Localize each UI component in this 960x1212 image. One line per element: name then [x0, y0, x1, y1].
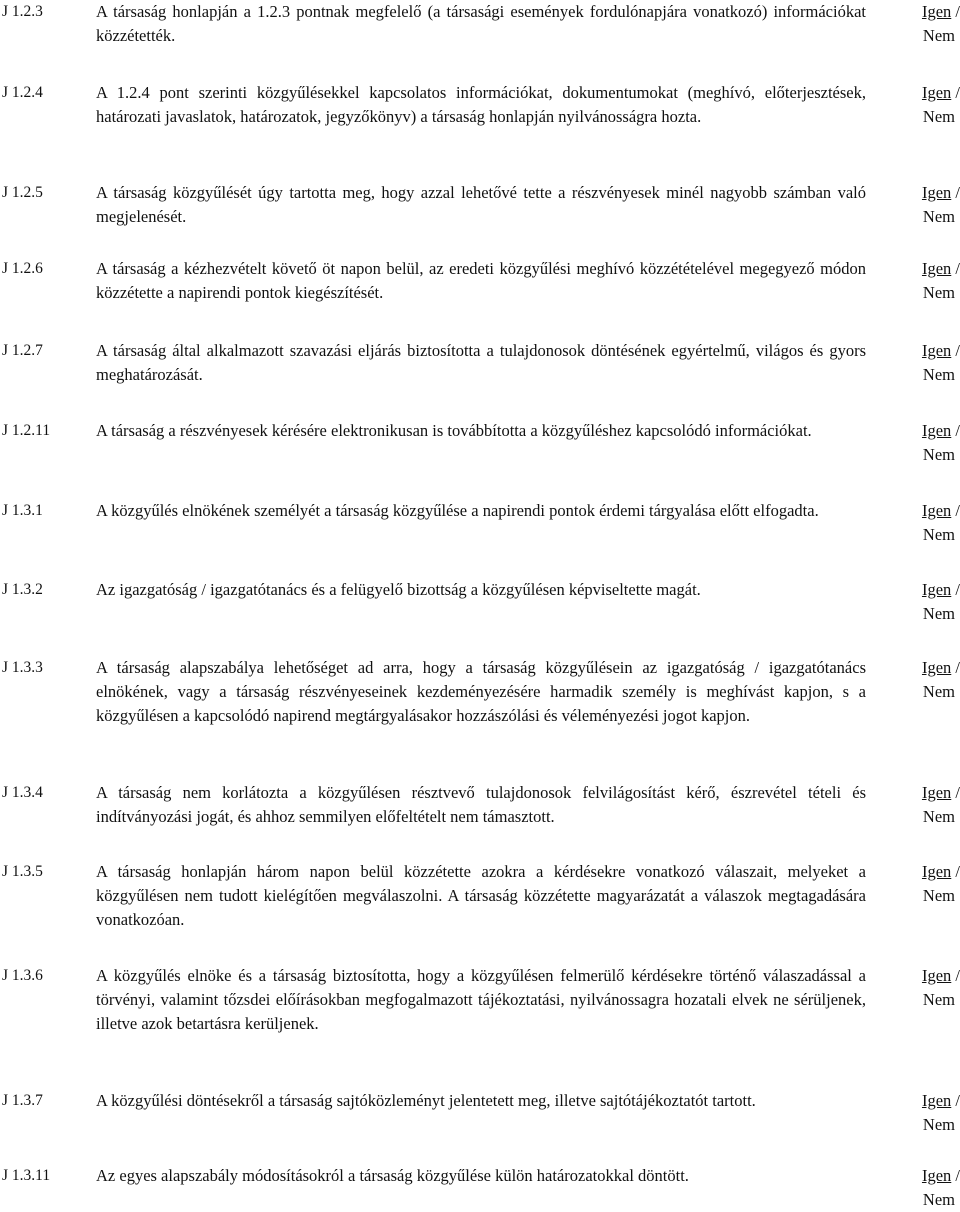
igen-option[interactable]: Igen — [921, 658, 952, 677]
item-text: A közgyűlés elnöke és a társaság biztosította, hogy a közgyűlésen felmerülő kérdésekre történő válaszadással a törvényi, valamint tőzsdei előírásokban megfogalmazott tájékoztatási, nyilvánossagra hozatali elvek ne sérüljenek, illetve azok betartásra kerüljenek. — [96, 966, 866, 1033]
item-text: A társaság a részvényesek kérésére elektronikusan is továbbította a közgyűléshez kapcsolódó információkat. — [96, 421, 812, 440]
answer-separator: / — [951, 421, 960, 440]
nem-option[interactable]: Nem — [922, 283, 955, 302]
answer-choice — [896, 964, 960, 1012]
igen-option[interactable]: Igen — [921, 1166, 952, 1185]
nem-option[interactable]: Nem — [922, 525, 955, 544]
answer-choice — [896, 81, 960, 129]
answer-separator: / — [951, 83, 960, 102]
item-code: J 1.3.7 — [2, 1092, 43, 1109]
item-text: A társaság által alkalmazott szavazási eljárás biztosította a tulajdonosok döntésének egyértelmű, világos és gyors meghatározását. — [96, 341, 866, 384]
igen-option[interactable]: Igen — [921, 183, 952, 202]
item-code: J 1.3.2 — [2, 581, 43, 598]
answer-choice — [896, 499, 960, 547]
igen-option[interactable]: Igen — [921, 966, 952, 985]
igen-option[interactable]: Igen — [921, 2, 952, 21]
answer-separator: / — [951, 183, 960, 202]
nem-option[interactable]: Nem — [922, 1115, 955, 1134]
item-code: J 1.2.5 — [2, 184, 43, 201]
item-text: A társaság a kézhezvételt követő öt napon belül, az eredeti közgyűlési meghívó közzétételével megegyező módon közzétette a napirendi pontok kiegészítését. — [96, 259, 866, 302]
item-text: Az egyes alapszabály módosításokról a társaság közgyűlése külön határozatokkal döntött. — [96, 1166, 689, 1185]
nem-option[interactable]: Nem — [922, 604, 955, 623]
igen-option[interactable]: Igen — [921, 259, 952, 278]
answer-separator: / — [951, 2, 960, 21]
answer-choice — [896, 860, 960, 908]
answer-choice — [896, 257, 960, 305]
answer-separator: / — [951, 341, 960, 360]
item-text: A társaság honlapján három napon belül közzétette azokra a kérdésekre vonatkozó válaszait, melyeket a közgyűlésen nem tudott kielégítően megválaszolni. A társaság közzétette magyarázatát a válaszok megtagadására vonatkozóan. — [96, 862, 866, 929]
answer-separator: / — [951, 259, 960, 278]
answer-choice — [896, 1089, 960, 1137]
answer-choice — [896, 419, 960, 467]
nem-option[interactable]: Nem — [922, 990, 955, 1009]
item-text: A társaság honlapján a 1.2.3 pontnak megfelelő (a társasági események fordulónapjára vonatkozó) információkat közzétették. — [96, 2, 866, 45]
item-text: A 1.2.4 pont szerinti közgyűlésekkel kapcsolatos információkat, dokumentumokat (meghívó, előterjesztések, határozati javaslatok, határozatok, jegyzőkönyv) a társaság honlapján nyilvánosságra hozta. — [96, 83, 866, 126]
item-text: A társaság közgyűlését úgy tartotta meg, hogy azzal lehetővé tette a részvényesek minél nagyobb számban való megjelenését. — [96, 183, 866, 226]
answer-separator: / — [951, 1091, 960, 1110]
nem-option[interactable]: Nem — [922, 445, 955, 464]
answer-choice — [896, 578, 960, 626]
nem-option[interactable]: Nem — [922, 1190, 955, 1209]
item-text: A közgyűlési döntésekről a társaság sajtóközleményt jelentetett meg, illetve sajtótájékoztatót tartott. — [96, 1091, 756, 1110]
item-text: A társaság nem korlátozta a közgyűlésen résztvevő tulajdonosok felvilágosítást kérő, észrevétel tételi és indítványozási jogát, és ahhoz semmilyen előfeltételt nem támasztott. — [96, 783, 866, 826]
item-code: J 1.3.5 — [2, 863, 43, 880]
nem-option[interactable]: Nem — [922, 807, 955, 826]
answer-choice — [896, 339, 960, 387]
nem-option[interactable]: Nem — [922, 682, 955, 701]
item-text: A társaság alapszabálya lehetőséget ad arra, hogy a társaság közgyűlésein az igazgatóság / igazgatótanács elnökének, vagy a társaság részvényeseinek kezdeményezésére harmadik személy is meghívást kapjon, s a közgyűlésen a kapcsolódó napirend megtárgyalásakor hozzászólási és véleményezési jogot kapjon. — [96, 658, 866, 725]
item-code: J 1.2.6 — [2, 260, 43, 277]
item-code: J 1.2.3 — [2, 3, 43, 20]
item-code: J 1.3.11 — [2, 1167, 51, 1184]
answer-separator: / — [951, 501, 960, 520]
answer-separator: / — [951, 966, 960, 985]
answer-separator: / — [951, 580, 960, 599]
igen-option[interactable]: Igen — [921, 501, 952, 520]
igen-option[interactable]: Igen — [921, 341, 952, 360]
answer-choice — [896, 1164, 960, 1212]
igen-option[interactable]: Igen — [921, 421, 952, 440]
nem-option[interactable]: Nem — [922, 26, 955, 45]
answer-separator: / — [951, 783, 960, 802]
item-code: J 1.3.3 — [2, 659, 43, 676]
igen-option[interactable]: Igen — [921, 83, 952, 102]
answer-separator: / — [951, 862, 960, 881]
answer-separator: / — [951, 1166, 960, 1185]
igen-option[interactable]: Igen — [921, 580, 952, 599]
answer-choice — [896, 656, 960, 704]
answer-separator: / — [951, 658, 960, 677]
item-code: J 1.2.4 — [2, 84, 43, 101]
answer-choice — [896, 181, 960, 229]
igen-option[interactable]: Igen — [921, 783, 952, 802]
nem-option[interactable]: Nem — [922, 207, 955, 226]
item-text: A közgyűlés elnökének személyét a társaság közgyűlése a napirendi pontok érdemi tárgyalása előtt elfogadta. — [96, 501, 819, 520]
item-code: J 1.2.7 — [2, 342, 43, 359]
nem-option[interactable]: Nem — [922, 886, 955, 905]
nem-option[interactable]: Nem — [922, 107, 955, 126]
nem-option[interactable]: Nem — [922, 365, 955, 384]
answer-choice — [896, 0, 960, 48]
item-text: Az igazgatóság / igazgatótanács és a felügyelő bizottság a közgyűlésen képviseltette magát. — [96, 580, 701, 599]
item-code: J 1.2.11 — [2, 422, 51, 439]
item-code: J 1.3.6 — [2, 967, 43, 984]
item-code: J 1.3.1 — [2, 502, 43, 519]
item-code: J 1.3.4 — [2, 784, 43, 801]
igen-option[interactable]: Igen — [921, 1091, 952, 1110]
igen-option[interactable]: Igen — [921, 862, 952, 881]
answer-choice — [896, 781, 960, 829]
